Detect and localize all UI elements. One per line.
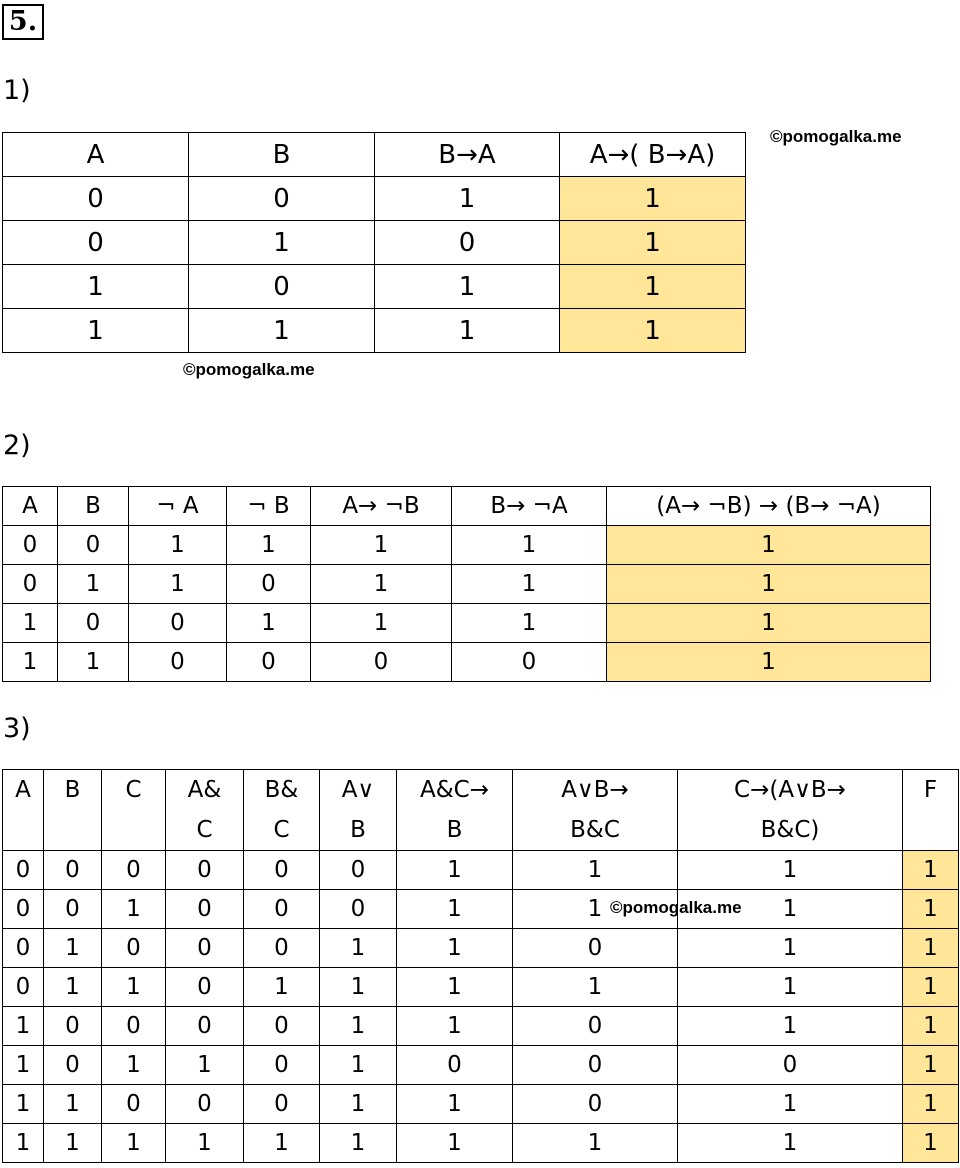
result-cell: 1 bbox=[903, 968, 959, 1007]
truth-table-3 bbox=[2, 769, 959, 1163]
table-cell: 1 bbox=[3, 1124, 44, 1163]
header-line: B bbox=[350, 817, 366, 843]
header-cell: B→A bbox=[375, 133, 560, 177]
header-line: B& bbox=[264, 777, 299, 803]
result-cell: 1 bbox=[903, 1046, 959, 1085]
table-cell: 1 bbox=[58, 565, 129, 604]
table-cell: 1 bbox=[678, 929, 903, 968]
header-line: C bbox=[125, 777, 142, 803]
table-cell: 1 bbox=[397, 1124, 513, 1163]
table-row bbox=[3, 604, 931, 643]
table-cell: 0 bbox=[311, 643, 452, 682]
header-line: B bbox=[64, 777, 81, 803]
table-cell: 1 bbox=[397, 929, 513, 968]
table-cell: 1 bbox=[102, 1046, 166, 1085]
table-cell: 1 bbox=[452, 565, 607, 604]
result-cell: 1 bbox=[607, 643, 931, 682]
table-cell: 1 bbox=[44, 1124, 102, 1163]
table-cell: 1 bbox=[102, 1124, 166, 1163]
table-cell: 1 bbox=[375, 177, 560, 221]
header-line: A& bbox=[187, 777, 222, 803]
table-header-row bbox=[3, 487, 931, 526]
header-cell bbox=[3, 770, 44, 851]
result-cell: 1 bbox=[903, 1124, 959, 1163]
table-row bbox=[3, 1007, 959, 1046]
table-cell: 1 bbox=[513, 851, 678, 890]
table-row bbox=[3, 968, 959, 1007]
result-cell: 1 bbox=[903, 1085, 959, 1124]
table-row bbox=[3, 177, 746, 221]
table-cell: 0 bbox=[3, 968, 44, 1007]
table-row bbox=[3, 1085, 959, 1124]
table-cell: 0 bbox=[3, 929, 44, 968]
table-cell: 1 bbox=[44, 929, 102, 968]
table-cell: 0 bbox=[320, 890, 397, 929]
table-cell: 0 bbox=[166, 890, 244, 929]
table-cell: 1 bbox=[678, 851, 903, 890]
header-cell: (A→ ¬B) → (B→ ¬A) bbox=[607, 487, 931, 526]
result-cell: 1 bbox=[560, 177, 746, 221]
table-cell: 1 bbox=[166, 1124, 244, 1163]
table-cell: 1 bbox=[311, 526, 452, 565]
table-header-row bbox=[3, 133, 746, 177]
table-cell: 1 bbox=[452, 604, 607, 643]
table-cell: 0 bbox=[244, 851, 320, 890]
table-cell: 1 bbox=[397, 890, 513, 929]
header-line: B&C bbox=[570, 817, 620, 843]
result-cell: 1 bbox=[903, 851, 959, 890]
part-2-label: 2) bbox=[3, 430, 31, 461]
table-cell: 0 bbox=[244, 929, 320, 968]
table-cell: 0 bbox=[244, 1085, 320, 1124]
header-cell bbox=[678, 770, 903, 851]
table-cell: 0 bbox=[58, 526, 129, 565]
table-cell: 0 bbox=[513, 929, 678, 968]
table-row bbox=[3, 1046, 959, 1085]
result-cell: 1 bbox=[903, 1007, 959, 1046]
table-cell: 1 bbox=[3, 1085, 44, 1124]
result-cell: 1 bbox=[903, 929, 959, 968]
table-cell: 1 bbox=[397, 851, 513, 890]
table-cell: 0 bbox=[44, 890, 102, 929]
header-cell: A→( B→A) bbox=[560, 133, 746, 177]
table-cell: 1 bbox=[189, 309, 375, 353]
header-line: A bbox=[15, 777, 31, 803]
table-cell: 1 bbox=[320, 1007, 397, 1046]
header-cell bbox=[166, 770, 244, 851]
table-cell: 0 bbox=[452, 643, 607, 682]
header-line: A&C→ bbox=[420, 777, 489, 803]
header-cell: A bbox=[3, 133, 189, 177]
table-cell: 1 bbox=[166, 1046, 244, 1085]
header-cell bbox=[244, 770, 320, 851]
table-cell: 0 bbox=[3, 565, 58, 604]
table-row bbox=[3, 265, 746, 309]
result-cell: 1 bbox=[560, 309, 746, 353]
header-line: C→(A∨B→ bbox=[734, 777, 846, 803]
table-cell: 1 bbox=[102, 968, 166, 1007]
table-cell: 1 bbox=[320, 1124, 397, 1163]
table-row bbox=[3, 526, 931, 565]
table-cell: 1 bbox=[227, 526, 311, 565]
header-line: A∨B→ bbox=[561, 777, 629, 803]
header-cell bbox=[397, 770, 513, 851]
table-row bbox=[3, 1124, 959, 1163]
header-line: C bbox=[196, 817, 213, 843]
table-cell: 1 bbox=[320, 1046, 397, 1085]
table-cell: 0 bbox=[166, 1007, 244, 1046]
table-cell: 1 bbox=[320, 1085, 397, 1124]
truth-table-2 bbox=[2, 486, 931, 682]
table-cell: 0 bbox=[244, 890, 320, 929]
header-cell: B→ ¬A bbox=[452, 487, 607, 526]
table-cell: 0 bbox=[3, 526, 58, 565]
table-row bbox=[3, 221, 746, 265]
table-cell: 0 bbox=[44, 851, 102, 890]
table-cell: 1 bbox=[3, 265, 189, 309]
header-line: B&C) bbox=[760, 817, 820, 843]
truth-table-1 bbox=[2, 132, 746, 353]
table-cell: 1 bbox=[513, 968, 678, 1007]
table-row bbox=[3, 929, 959, 968]
result-cell: 1 bbox=[903, 890, 959, 929]
table-cell: 1 bbox=[44, 968, 102, 1007]
header-cell bbox=[44, 770, 102, 851]
table-cell: 1 bbox=[227, 604, 311, 643]
header-cell: A bbox=[3, 487, 58, 526]
table-cell: 0 bbox=[58, 604, 129, 643]
table-cell: 1 bbox=[311, 565, 452, 604]
table-cell: 0 bbox=[3, 221, 189, 265]
table-row bbox=[3, 565, 931, 604]
table-cell: 1 bbox=[320, 929, 397, 968]
table-cell: 1 bbox=[375, 309, 560, 353]
table-cell: 0 bbox=[129, 604, 227, 643]
table-cell: 1 bbox=[58, 643, 129, 682]
table-cell: 1 bbox=[513, 1124, 678, 1163]
result-cell: 1 bbox=[607, 604, 931, 643]
table-cell: 0 bbox=[227, 643, 311, 682]
header-cell: B bbox=[58, 487, 129, 526]
result-cell: 1 bbox=[607, 526, 931, 565]
table-cell: 1 bbox=[375, 265, 560, 309]
result-cell: 1 bbox=[560, 265, 746, 309]
table-cell: 0 bbox=[102, 929, 166, 968]
table-cell: 1 bbox=[678, 890, 903, 929]
watermark-top: ©pomogalka.me bbox=[770, 127, 902, 146]
table-cell: 1 bbox=[678, 1124, 903, 1163]
table-cell: 0 bbox=[244, 1007, 320, 1046]
table-cell: 0 bbox=[244, 1046, 320, 1085]
table-cell: 0 bbox=[513, 1007, 678, 1046]
table-cell: 0 bbox=[189, 265, 375, 309]
table-cell: 0 bbox=[166, 929, 244, 968]
table-cell: 1 bbox=[3, 1007, 44, 1046]
table-cell: 1 bbox=[244, 968, 320, 1007]
table-cell: 1 bbox=[244, 1124, 320, 1163]
table-cell: 0 bbox=[166, 851, 244, 890]
table-cell: 1 bbox=[129, 565, 227, 604]
table-cell: 1 bbox=[678, 1007, 903, 1046]
table-row bbox=[3, 851, 959, 890]
table-cell: 0 bbox=[102, 1007, 166, 1046]
table-cell: 1 bbox=[3, 604, 58, 643]
table-row bbox=[3, 643, 931, 682]
header-cell: ¬ B bbox=[227, 487, 311, 526]
table-cell: 0 bbox=[513, 1046, 678, 1085]
table-cell: 0 bbox=[166, 968, 244, 1007]
watermark-bottom: ©pomogalka.me bbox=[610, 898, 742, 917]
table-cell: 0 bbox=[397, 1046, 513, 1085]
table-cell: 1 bbox=[129, 526, 227, 565]
header-cell bbox=[320, 770, 397, 851]
header-cell: B bbox=[189, 133, 375, 177]
table-cell: 1 bbox=[678, 1085, 903, 1124]
table-cell: 0 bbox=[166, 1085, 244, 1124]
table-cell: 0 bbox=[44, 1046, 102, 1085]
table-cell: 0 bbox=[3, 890, 44, 929]
header-cell: ¬ A bbox=[129, 487, 227, 526]
header-cell bbox=[102, 770, 166, 851]
header-cell bbox=[903, 770, 959, 851]
header-line: C bbox=[273, 817, 290, 843]
table-cell: 1 bbox=[397, 968, 513, 1007]
watermark-middle: ©pomogalka.me bbox=[183, 360, 315, 379]
table-cell: 0 bbox=[129, 643, 227, 682]
table-cell: 0 bbox=[678, 1046, 903, 1085]
table-cell: 1 bbox=[311, 604, 452, 643]
table-cell: 1 bbox=[678, 968, 903, 1007]
table-cell: 1 bbox=[397, 1085, 513, 1124]
table-cell: 1 bbox=[44, 1085, 102, 1124]
table-header-row bbox=[3, 770, 959, 851]
table-cell: 0 bbox=[102, 1085, 166, 1124]
table-cell: 1 bbox=[320, 968, 397, 1007]
header-cell: A→ ¬B bbox=[311, 487, 452, 526]
part-1-label: 1) bbox=[3, 75, 31, 106]
table-cell: 0 bbox=[189, 177, 375, 221]
table-cell: 1 bbox=[3, 309, 189, 353]
table-cell: 1 bbox=[189, 221, 375, 265]
result-cell: 1 bbox=[560, 221, 746, 265]
table-cell: 0 bbox=[3, 177, 189, 221]
header-line: F bbox=[923, 777, 938, 803]
header-line: A∨ bbox=[341, 777, 375, 803]
table-cell: 1 bbox=[102, 890, 166, 929]
table-cell: 1 bbox=[513, 890, 678, 929]
table-cell: 0 bbox=[513, 1085, 678, 1124]
table-cell: 0 bbox=[44, 1007, 102, 1046]
table-row bbox=[3, 890, 959, 929]
table-cell: 0 bbox=[320, 851, 397, 890]
header-cell bbox=[513, 770, 678, 851]
table-cell: 0 bbox=[375, 221, 560, 265]
table-cell: 0 bbox=[102, 851, 166, 890]
table-row bbox=[3, 309, 746, 353]
part-3-label: 3) bbox=[3, 713, 31, 744]
task-number: 5. bbox=[2, 4, 44, 40]
table-cell: 1 bbox=[3, 643, 58, 682]
table-cell: 0 bbox=[3, 851, 44, 890]
table-cell: 0 bbox=[227, 565, 311, 604]
table-cell: 1 bbox=[397, 1007, 513, 1046]
header-line: B bbox=[446, 817, 463, 843]
result-cell: 1 bbox=[607, 565, 931, 604]
table-cell: 1 bbox=[3, 1046, 44, 1085]
table-cell: 1 bbox=[452, 526, 607, 565]
